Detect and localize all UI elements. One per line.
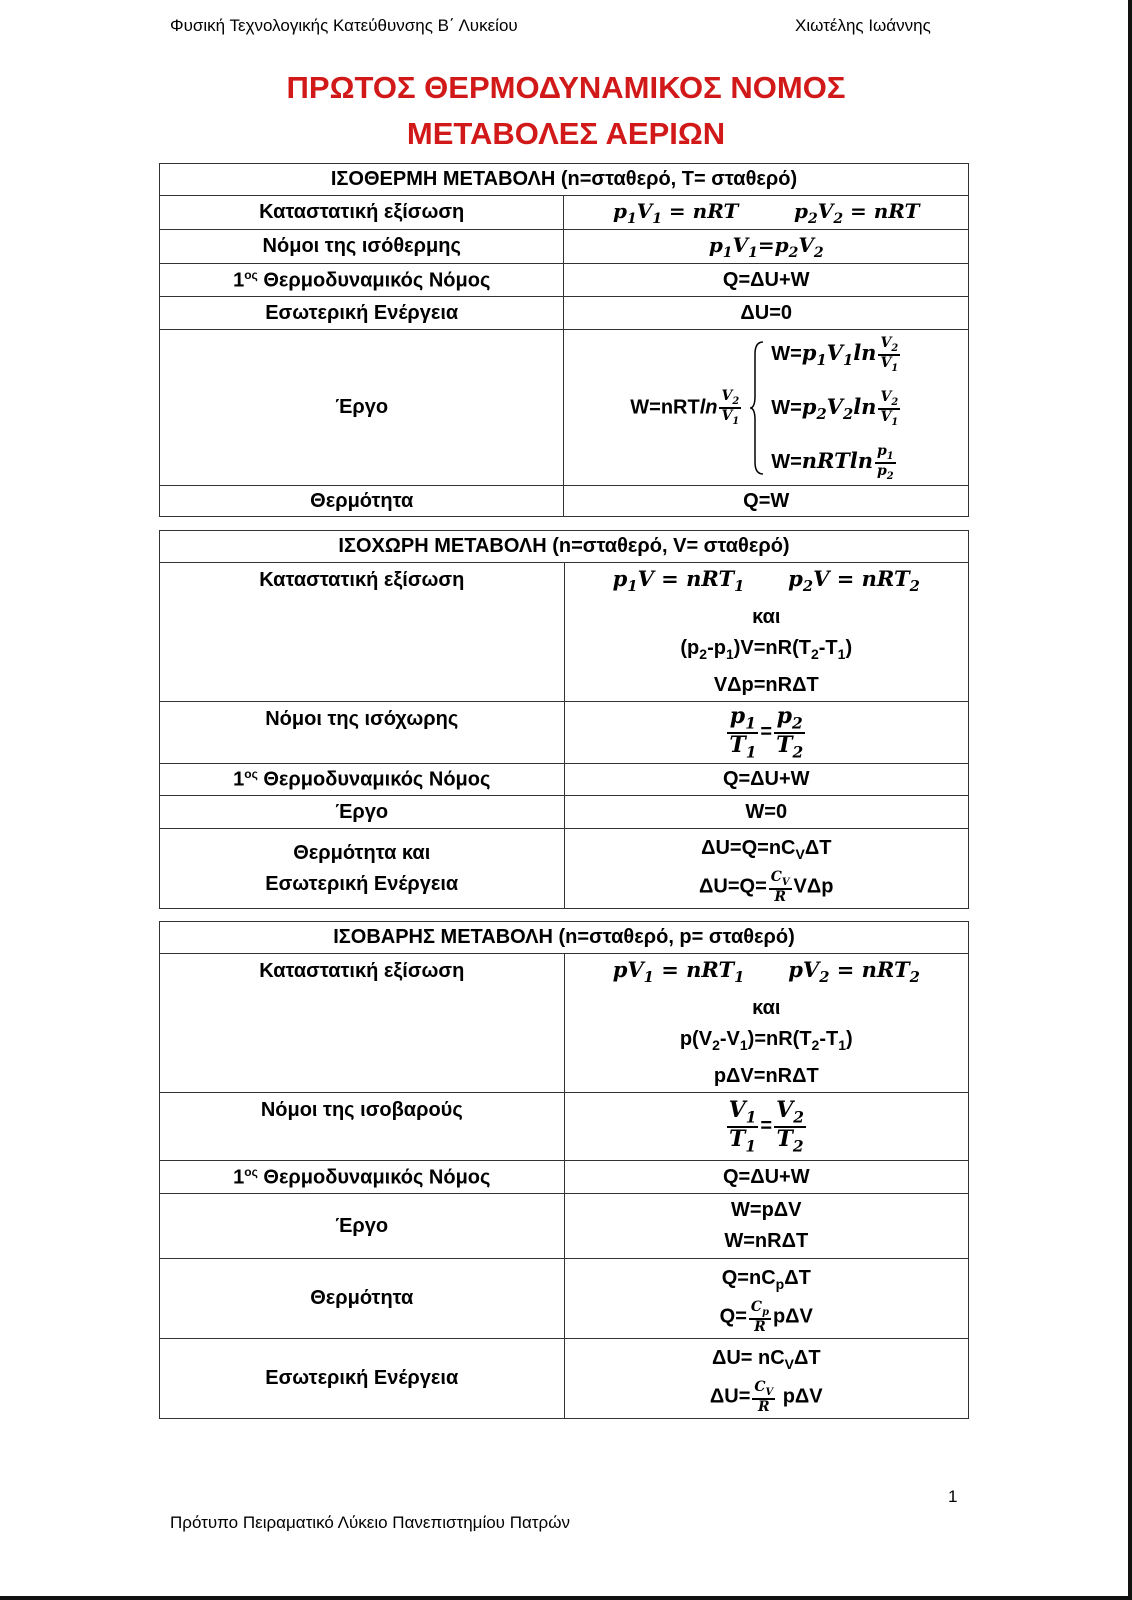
header-right: Χιωτέλης Ιωάννης [795, 16, 931, 35]
page-number: 1 [948, 1487, 958, 1506]
work-formula-3: W=nRTln $\frac{p_1}{p_2}$ [771, 443, 894, 482]
heat-internal-label: Θερμότητα και Εσωτερική Ενέργεια [160, 829, 565, 909]
work: W=pΔV W=nRΔT [564, 1194, 968, 1259]
state-equation: $p_1V = nRT_1$ $p_2V = nRT_2$ και $(p_2-p_1)V=nR(T_2-T_1)$ VΔp=nRΔT [564, 563, 968, 702]
isochoric-table [159, 530, 969, 909]
state-equation: $pV_1 = nRT_1$ $pV_2 = nRT_2$ και $p(V_2-V_1)=nR(T_2-T_1)$ pΔV=nRΔT [564, 954, 968, 1093]
page-title: ΠΡΩΤΟΣ ΘΕΡΜΟΔΥΝΑΜΙΚΟΣ ΝΟΜΟΣ [286, 70, 846, 105]
state-equation-label: Καταστατική εξίσωση [160, 563, 565, 702]
heat: $Q=nC_p\Delta T$ Q= $\frac{C_p}{R}$ pΔV [564, 1259, 968, 1339]
delta-equation: VΔp=nRΔT [713, 674, 819, 697]
first-law: Q=ΔU+W [564, 1161, 968, 1194]
heat-label: Θερμότητα [160, 486, 564, 517]
isothermal-heading: ΙΣΟΘΕΡΜΗ ΜΕΤΑΒΟΛΗ (n=σταθερό, Τ= σταθερό) [160, 164, 969, 196]
internal-energy: ΔU=0 [564, 297, 969, 330]
work-formulas [564, 330, 969, 486]
work-general: W=nRTln $\frac{V_2}{V_1}$ [630, 387, 740, 427]
work: W=0 [564, 796, 968, 829]
first-law: Q=ΔU+W [564, 264, 969, 297]
work-formula-1: $W=p_1V_1\ln$ $\frac{V_2}{V_1}$ [771, 334, 899, 374]
heat: Q=W [564, 486, 969, 517]
heat-internal: $\Delta U=Q=nC_V\Delta T$ ΔU=Q= $\frac{C_V}{R}$ VΔp [564, 829, 968, 909]
first-law-label: $1^{o\varsigma}$ Θερμοδυναμικός Νόμος [160, 764, 565, 796]
difference-equation: $p(V_2-V_1)=nR(T_2-T_1)$ [679, 1028, 853, 1054]
boyle-law: $p_1V_1=p_2V_2$ [564, 230, 969, 264]
state-equation-label: Καταστατική εξίσωση [160, 196, 564, 230]
work-label: Έργο [160, 330, 564, 486]
first-law: Q=ΔU+W [564, 764, 968, 796]
and-word: και [752, 606, 781, 629]
difference-equation: $(p_2-p_1)V=nR(T_2-T_1)$ [680, 637, 853, 663]
internal-energy-label: Εσωτερική Ενέργεια [160, 1339, 565, 1419]
internal-energy-label: Εσωτερική Ενέργεια [160, 297, 564, 330]
first-law-label: $1^{o\varsigma}$ Θερμοδυναμικός Νόμος [160, 264, 564, 297]
footer: Πρότυπο Πειραματικό Λύκειο Πανεπιστημίου Πατρών [170, 1513, 570, 1532]
laws-label: Νόμοι της ισόθερμης [160, 230, 564, 264]
gay-lussac-law: $\frac{p_1}{T_1}$ = $\frac{p_2}{T_2}$ [564, 702, 968, 764]
isochoric-heading: ΙΣΟΧΩΡΗ ΜΕΤΑΒΟΛΗ (n=σταθερό, V= σταθερό) [160, 531, 969, 563]
brace-icon [749, 340, 765, 476]
state-equation-label: Καταστατική εξίσωση [160, 954, 565, 1093]
laws-label: Νόμοι της ισοβαρούς [160, 1093, 565, 1161]
internal-energy: $\Delta U= nC_V\Delta T$ ΔU= $\frac{C_V}{R}$ pΔV [564, 1339, 968, 1419]
header-left: Φυσική Τεχνολογικής Κατεύθυνσης Β΄ Λυκείου [170, 16, 518, 35]
charles-law: $\frac{V_1}{T_1}$ = $\frac{V_2}{T_2}$ [564, 1093, 968, 1161]
work-label: Έργο [160, 1194, 565, 1259]
first-law-label: $1^{o\varsigma}$ Θερμοδυναμικός Νόμος [160, 1161, 565, 1194]
laws-label: Νόμοι της ισόχωρης [160, 702, 565, 764]
heat-label: Θερμότητα [160, 1259, 565, 1339]
work-label: Έργο [160, 796, 565, 829]
page-subtitle: ΜΕΤΑΒΟΛΕΣ ΑΕΡΙΩΝ [406, 116, 726, 151]
isobaric-heading: ΙΣΟΒΑΡΗΣ ΜΕΤΑΒΟΛΗ (n=σταθερό, p= σταθερό) [160, 922, 969, 954]
isothermal-table [159, 163, 969, 517]
state-equation: $p_1V_1$ = nRT $p_2V_2$ = nRT [564, 196, 969, 230]
isobaric-table [159, 921, 969, 1419]
delta-equation: pΔV=nRΔT [713, 1065, 819, 1088]
and-word: και [752, 997, 781, 1020]
work-formula-2: $W=p_2V_2\ln$ $\frac{V_2}{V_1}$ [771, 388, 899, 428]
